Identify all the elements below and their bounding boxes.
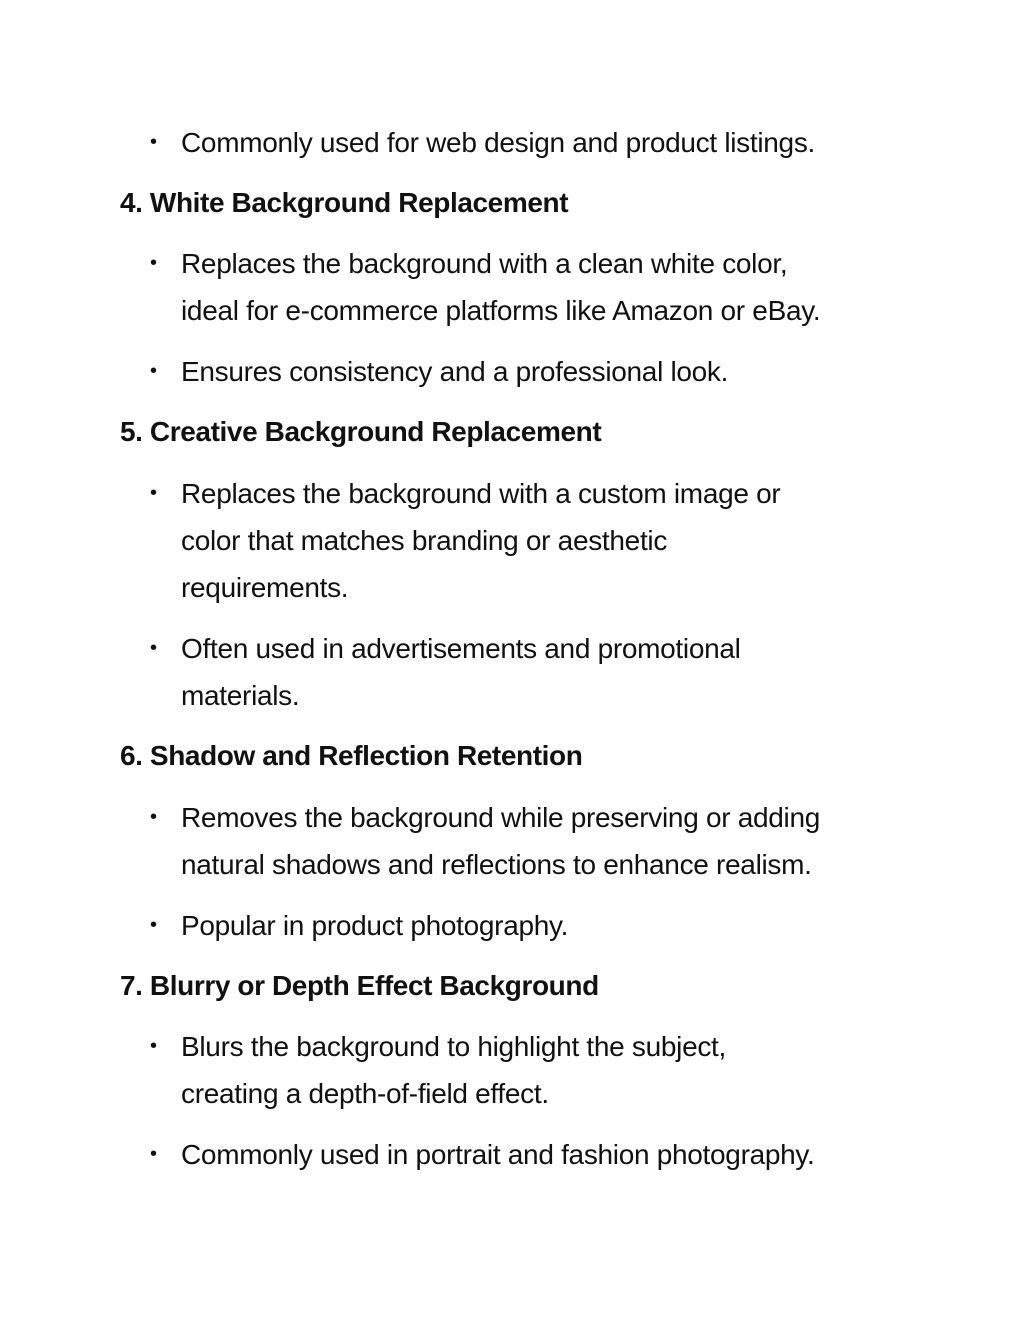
bullet-marker: • [150, 806, 157, 828]
section-heading-6: 6. Shadow and Reflection Retention [120, 740, 583, 771]
list-item-text: Often used in advertisements and promotional [181, 633, 741, 664]
list-item-text: Blurs the background to highlight the subject, [181, 1031, 726, 1062]
list-item-text: Commonly used for web design and product listings. [181, 127, 816, 158]
list-item [150, 240, 921, 334]
list-item-text: Popular in product photography. [181, 910, 569, 941]
list-item-text: Removes the background while preserving or adding [181, 802, 821, 833]
bullet-marker: • [150, 637, 157, 659]
bullet-marker: • [150, 482, 157, 504]
list-item [150, 794, 921, 888]
list-item-text: color that matches branding or aesthetic [181, 525, 668, 556]
list-item [150, 625, 921, 719]
list-item [150, 1023, 921, 1117]
list-item [150, 119, 921, 166]
bullet-marker: • [150, 252, 157, 274]
list-item [150, 902, 921, 949]
bullet-marker: • [150, 1143, 157, 1165]
bullet-marker: • [150, 131, 157, 153]
list-item [150, 348, 921, 395]
list-item-text: Commonly used in portrait and fashion photography. [181, 1139, 815, 1170]
list-item-text: Replaces the background with a custom image or [181, 478, 781, 509]
list-item-text: requirements. [181, 572, 349, 603]
list-item-text: materials. [181, 680, 300, 711]
bullet-marker: • [150, 914, 157, 936]
section-heading-5: 5. Creative Background Replacement [120, 416, 602, 447]
list-item-text: natural shadows and reflections to enhance realism. [181, 849, 812, 880]
list-item-text: ideal for e-commerce platforms like Amazon or eBay. [181, 295, 821, 326]
section-heading-4: 4. White Background Replacement [120, 187, 569, 218]
section-heading-7: 7. Blurry or Depth Effect Background [120, 970, 599, 1001]
bullet-marker: • [150, 360, 157, 382]
list-item-text: Replaces the background with a clean white color, [181, 248, 788, 279]
list-item [150, 1131, 921, 1178]
list-item [150, 470, 921, 611]
list-item-text: Ensures consistency and a professional look. [181, 356, 729, 387]
list-item-text: creating a depth-of-field effect. [181, 1078, 549, 1109]
bullet-marker: • [150, 1035, 157, 1057]
